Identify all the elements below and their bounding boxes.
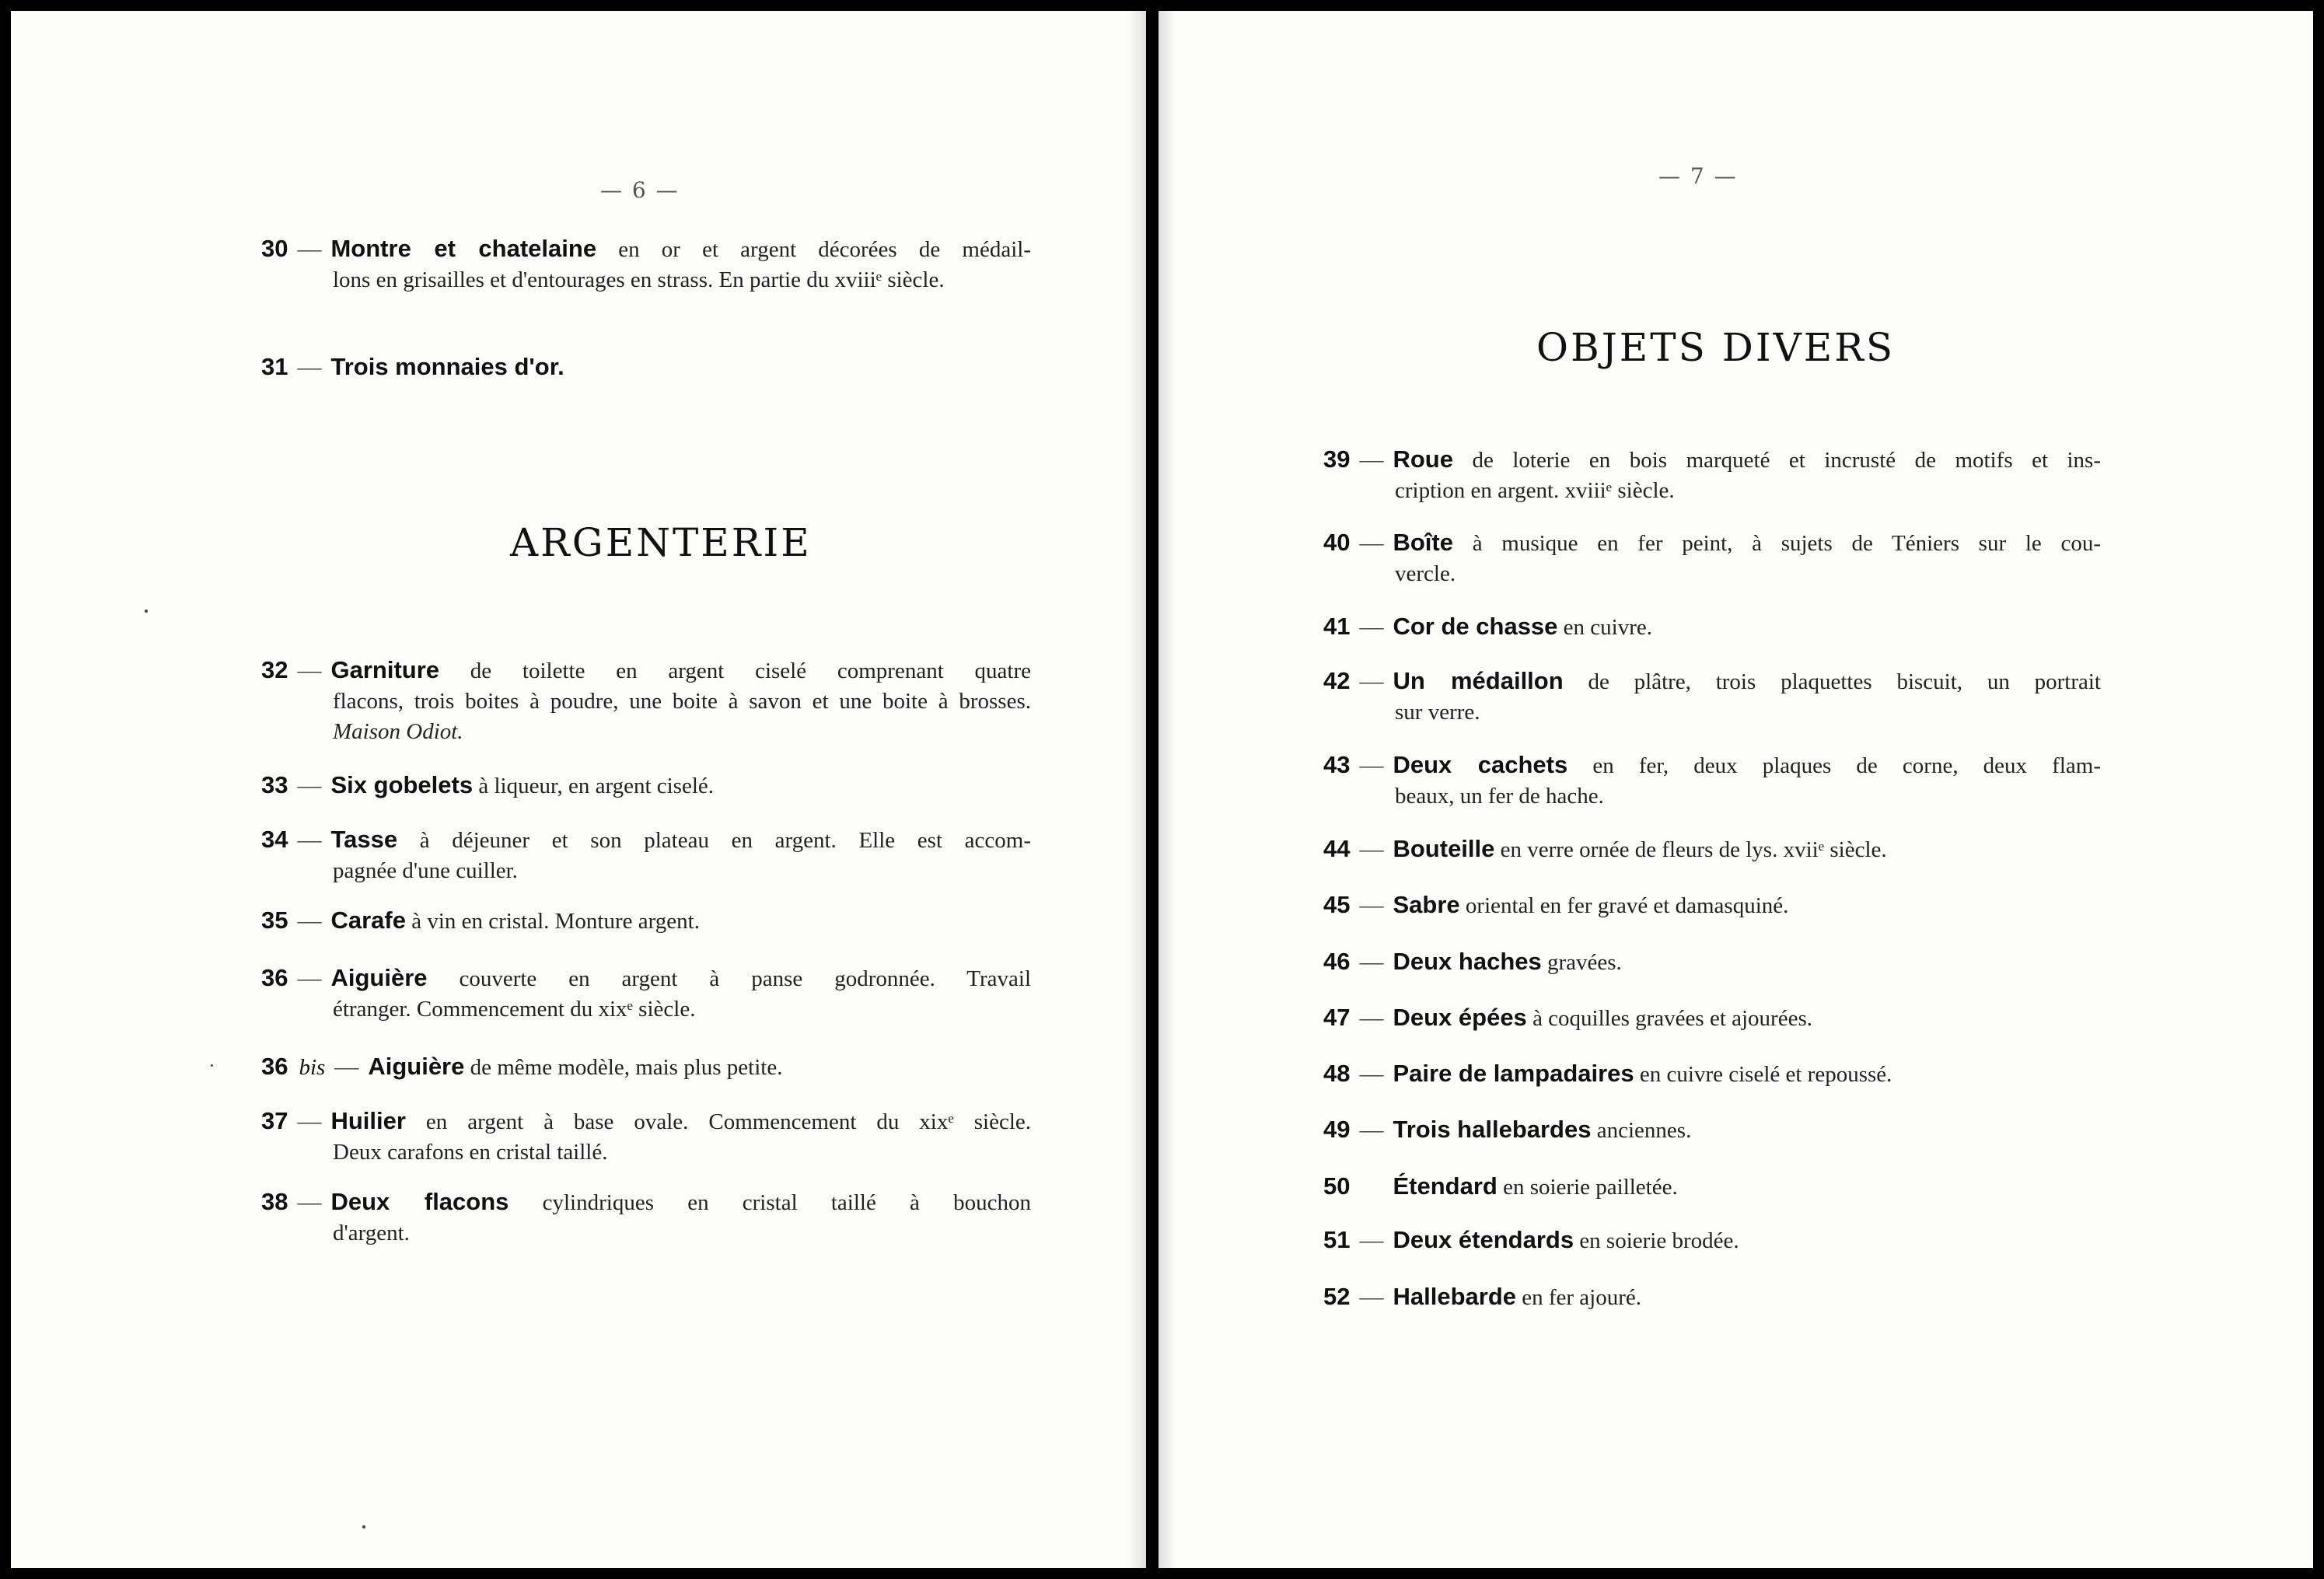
separator-dash: — (1359, 751, 1384, 778)
catalogue-entry (261, 905, 1031, 937)
catalogue-entry (1323, 749, 2101, 812)
lot-number: 50 (1323, 1172, 1351, 1200)
separator-dash: — (1359, 1116, 1384, 1143)
lot-number: 52 (1323, 1283, 1351, 1310)
lot-description-continued (261, 856, 1031, 886)
entry-first-line (261, 1051, 1031, 1083)
entry-first-line (261, 905, 1031, 937)
lot-description-text: d'argent. (333, 1221, 410, 1245)
lot-description: de plâtre, trois plaquettes biscuit, un portrait (1563, 669, 2101, 694)
paper-speck (211, 1064, 213, 1067)
separator-dash: — (1359, 667, 1384, 694)
catalogue-entry (261, 233, 1031, 295)
gutter-shadow (1129, 11, 1146, 1568)
lot-number: 32 (261, 656, 288, 683)
lot-description-text: flacons, trois boites à poudre, une boite à savon et une boite à brosses. (333, 689, 1031, 714)
section-title-objets-divers: OBJETS DIVERS (1536, 325, 1896, 370)
lot-title: Huilier (330, 1107, 406, 1134)
lot-description: gravées. (1541, 950, 1622, 975)
lot-number: 45 (1323, 891, 1351, 918)
lot-title: Sabre (1393, 891, 1460, 918)
catalogue-entry (261, 770, 1031, 802)
entry-first-line (261, 962, 1031, 994)
lot-description: en soierie brodée. (1574, 1228, 1739, 1253)
entry-first-line (1323, 1224, 2101, 1256)
gutter-shadow (1159, 11, 1176, 1568)
paper-speck (145, 610, 148, 613)
entry-first-line (1323, 1114, 2101, 1146)
catalogue-entry (1323, 889, 2101, 921)
lot-description: de même modèle, mais plus petite. (464, 1055, 783, 1080)
entry-first-line (1323, 749, 2101, 781)
lot-title: Bouteille (1393, 835, 1495, 862)
catalogue-entry (261, 351, 1031, 383)
separator-dash: — (1359, 1283, 1384, 1310)
catalogue-entry (1323, 1058, 2101, 1090)
catalogue-entry (1323, 1224, 2101, 1256)
lot-bis: bis (299, 1055, 326, 1080)
lot-title: Paire de lampadaires (1393, 1060, 1634, 1087)
lot-title: Six gobelets (330, 771, 474, 798)
lot-title: Deux cachets (1393, 751, 1568, 778)
lot-title: Tasse (330, 826, 398, 853)
entry-first-line (1323, 1058, 2101, 1090)
lot-description: oriental en fer gravé et damasquiné. (1459, 893, 1789, 918)
lot-title: Aiguière (330, 964, 428, 991)
separator-dash: — (297, 907, 322, 934)
entry-first-line (1323, 1171, 2101, 1203)
catalogue-entry (1323, 1281, 2101, 1313)
separator-dash: — (297, 771, 322, 798)
catalogue-entry (261, 962, 1031, 1025)
lot-number: 33 (261, 771, 288, 798)
lot-description-text: Deux carafons en cristal taillé. (333, 1140, 608, 1165)
separator-dash: — (297, 1107, 322, 1134)
lot-description-continued (261, 1137, 1031, 1168)
lot-description: cylindriques en cristal taillé à bouchon (508, 1190, 1031, 1215)
separator-dash: — (1359, 613, 1384, 640)
catalogue-entry (1323, 665, 2101, 728)
lot-number: 42 (1323, 667, 1351, 694)
entry-first-line (261, 655, 1031, 686)
catalogue-entry (261, 1186, 1031, 1249)
lot-description-continued (1323, 559, 2101, 589)
paper-speck (362, 1525, 365, 1528)
entry-first-line (1323, 833, 2101, 865)
separator-dash: — (1359, 948, 1384, 975)
lot-title: Carafe (330, 907, 406, 934)
lot-description-text: beaux, un fer de hache. (1395, 784, 1604, 809)
lot-title: Montre et chatelaine (330, 235, 597, 262)
entry-first-line (261, 1186, 1031, 1218)
separator-dash: — (1359, 529, 1384, 556)
lot-number: 36 (261, 1053, 288, 1080)
separator-dash: — (297, 1188, 322, 1215)
entry-first-line (1323, 527, 2101, 559)
lot-number: 38 (261, 1188, 288, 1215)
separator-dash: — (1359, 835, 1384, 862)
lot-description-text: sur verre. (1395, 700, 1480, 725)
lot-description: en argent à base ovale. Commencement du xixᵉ siècle. (405, 1109, 1031, 1134)
lot-number: 35 (261, 907, 288, 934)
lot-number: 47 (1323, 1004, 1351, 1031)
lot-description-text: vercle. (1395, 561, 1456, 586)
lot-description: anciennes. (1591, 1118, 1692, 1143)
lot-maker: Maison Odiot. (333, 719, 463, 744)
catalogue-entry (1323, 1002, 2101, 1034)
lot-title: Roue (1393, 445, 1453, 473)
lot-number: 49 (1323, 1116, 1351, 1143)
catalogue-entry (261, 1051, 1031, 1083)
lot-number: 48 (1323, 1060, 1351, 1087)
catalogue-entry (1323, 527, 2101, 589)
separator-dash: — (297, 964, 322, 991)
entry-first-line (261, 233, 1031, 265)
page-number: — 7 — (1658, 163, 1738, 189)
entry-first-line (261, 1106, 1031, 1137)
lot-description-text: pagnée d'une cuiller. (333, 858, 518, 883)
lot-number: 46 (1323, 948, 1351, 975)
separator-dash: — (297, 826, 322, 853)
lot-title: Deux épées (1393, 1004, 1527, 1031)
lot-description: de loterie en bois marqueté et incrusté de motifs et ins- (1452, 448, 2101, 473)
catalogue-entry (1323, 611, 2101, 643)
lot-description: en verre ornée de fleurs de lys. xviiᵉ siècle. (1494, 837, 1887, 862)
lot-description: de toilette en argent ciselé comprenant quatre (439, 658, 1031, 683)
lot-description: couverte en argent à panse godronnée. Travail (427, 966, 1031, 991)
lot-description: à coquilles gravées et ajourées. (1526, 1006, 1812, 1031)
lot-description: en cuivre ciselé et repoussé. (1634, 1062, 1892, 1087)
lot-title: Trois monnaies d'or. (330, 353, 564, 380)
lot-description: en cuivre. (1557, 615, 1653, 640)
lot-number: 39 (1323, 445, 1351, 473)
entry-first-line (1323, 946, 2101, 978)
entry-first-line (1323, 1281, 2101, 1313)
lot-description: à vin en cristal. Monture argent. (405, 909, 700, 934)
separator-dash: — (1359, 1226, 1384, 1253)
separator-dash: — (297, 656, 322, 683)
catalogue-entry (261, 1106, 1031, 1168)
lot-description: en fer, deux plaques de corne, deux flam- (1567, 753, 2101, 778)
catalogue-entry (261, 824, 1031, 886)
entry-first-line (1323, 665, 2101, 697)
lot-description: à déjeuner et son plateau en argent. Elle est accom- (397, 828, 1031, 853)
separator-dash: — (1359, 1060, 1384, 1087)
catalogue-entry (1323, 833, 2101, 865)
entry-first-line (261, 824, 1031, 856)
catalogue-entry (1323, 946, 2101, 978)
lot-title: Un médaillon (1393, 667, 1564, 694)
page-number: — 6 — (600, 177, 680, 203)
lot-description-continued (261, 1218, 1031, 1249)
lot-title: Garniture (330, 656, 440, 683)
lot-number: 36 (261, 964, 288, 991)
catalogue-entry (1323, 444, 2101, 506)
lot-number: 43 (1323, 751, 1351, 778)
lot-title: Étendard (1393, 1172, 1497, 1200)
lot-number: 40 (1323, 529, 1351, 556)
lot-title: Deux haches (1393, 948, 1542, 975)
lot-number: 30 (261, 235, 288, 262)
lot-description-continued (1323, 781, 2101, 812)
lot-description-continued (261, 265, 1031, 295)
left-page (11, 11, 1146, 1568)
separator-dash: — (1359, 1004, 1384, 1031)
lot-number: 41 (1323, 613, 1351, 640)
entry-first-line (261, 770, 1031, 802)
lot-description: en or et argent décorées de médail- (596, 237, 1031, 262)
entry-first-line (1323, 1002, 2101, 1034)
separator-dash: — (297, 353, 322, 380)
lot-description: en soierie pailletée. (1497, 1175, 1678, 1200)
lot-description: en fer ajouré. (1516, 1285, 1642, 1310)
lot-title: Aiguière (368, 1053, 465, 1080)
lot-description-text: cription en argent. xviiiᵉ siècle. (1395, 478, 1675, 503)
lot-number: 44 (1323, 835, 1351, 862)
lot-number: 37 (261, 1107, 288, 1134)
lot-title: Deux flacons (330, 1188, 509, 1215)
lot-description-continued (1323, 476, 2101, 506)
lot-description: à liqueur, en argent ciselé. (473, 774, 715, 798)
lot-number: 51 (1323, 1226, 1351, 1253)
catalogue-entry (261, 655, 1031, 747)
separator-dash: — (334, 1053, 359, 1080)
lot-description-text: lons en grisailles et d'entourages en strass. En partie du xviiiᵉ siècle. (333, 267, 945, 292)
lot-number: 31 (261, 353, 288, 380)
lot-description-text: étranger. Commencement du xixᵉ siècle. (333, 997, 696, 1022)
separator-dash: — (1359, 891, 1384, 918)
lot-title: Boîte (1393, 529, 1453, 556)
lot-title: Hallebarde (1393, 1283, 1516, 1310)
entry-first-line (1323, 611, 2101, 643)
entry-first-line (1323, 444, 2101, 476)
entry-first-line (261, 351, 1031, 383)
entry-first-line (1323, 889, 2101, 921)
separator-dash: — (1359, 445, 1384, 473)
lot-description-continued (261, 994, 1031, 1025)
right-page (1159, 11, 2313, 1568)
lot-description-continued (261, 686, 1031, 747)
separator-dash: — (297, 235, 322, 262)
lot-title: Deux étendards (1393, 1226, 1574, 1253)
lot-title: Cor de chasse (1393, 613, 1558, 640)
catalogue-entry (1323, 1171, 2101, 1203)
lot-number: 34 (261, 826, 288, 853)
section-title-argenterie: ARGENTERIE (510, 520, 812, 565)
catalogue-entry (1323, 1114, 2101, 1146)
lot-description-continued (1323, 697, 2101, 728)
lot-description: à musique en fer peint, à sujets de Téniers sur le cou- (1452, 531, 2101, 556)
lot-title: Trois hallebardes (1393, 1116, 1592, 1143)
